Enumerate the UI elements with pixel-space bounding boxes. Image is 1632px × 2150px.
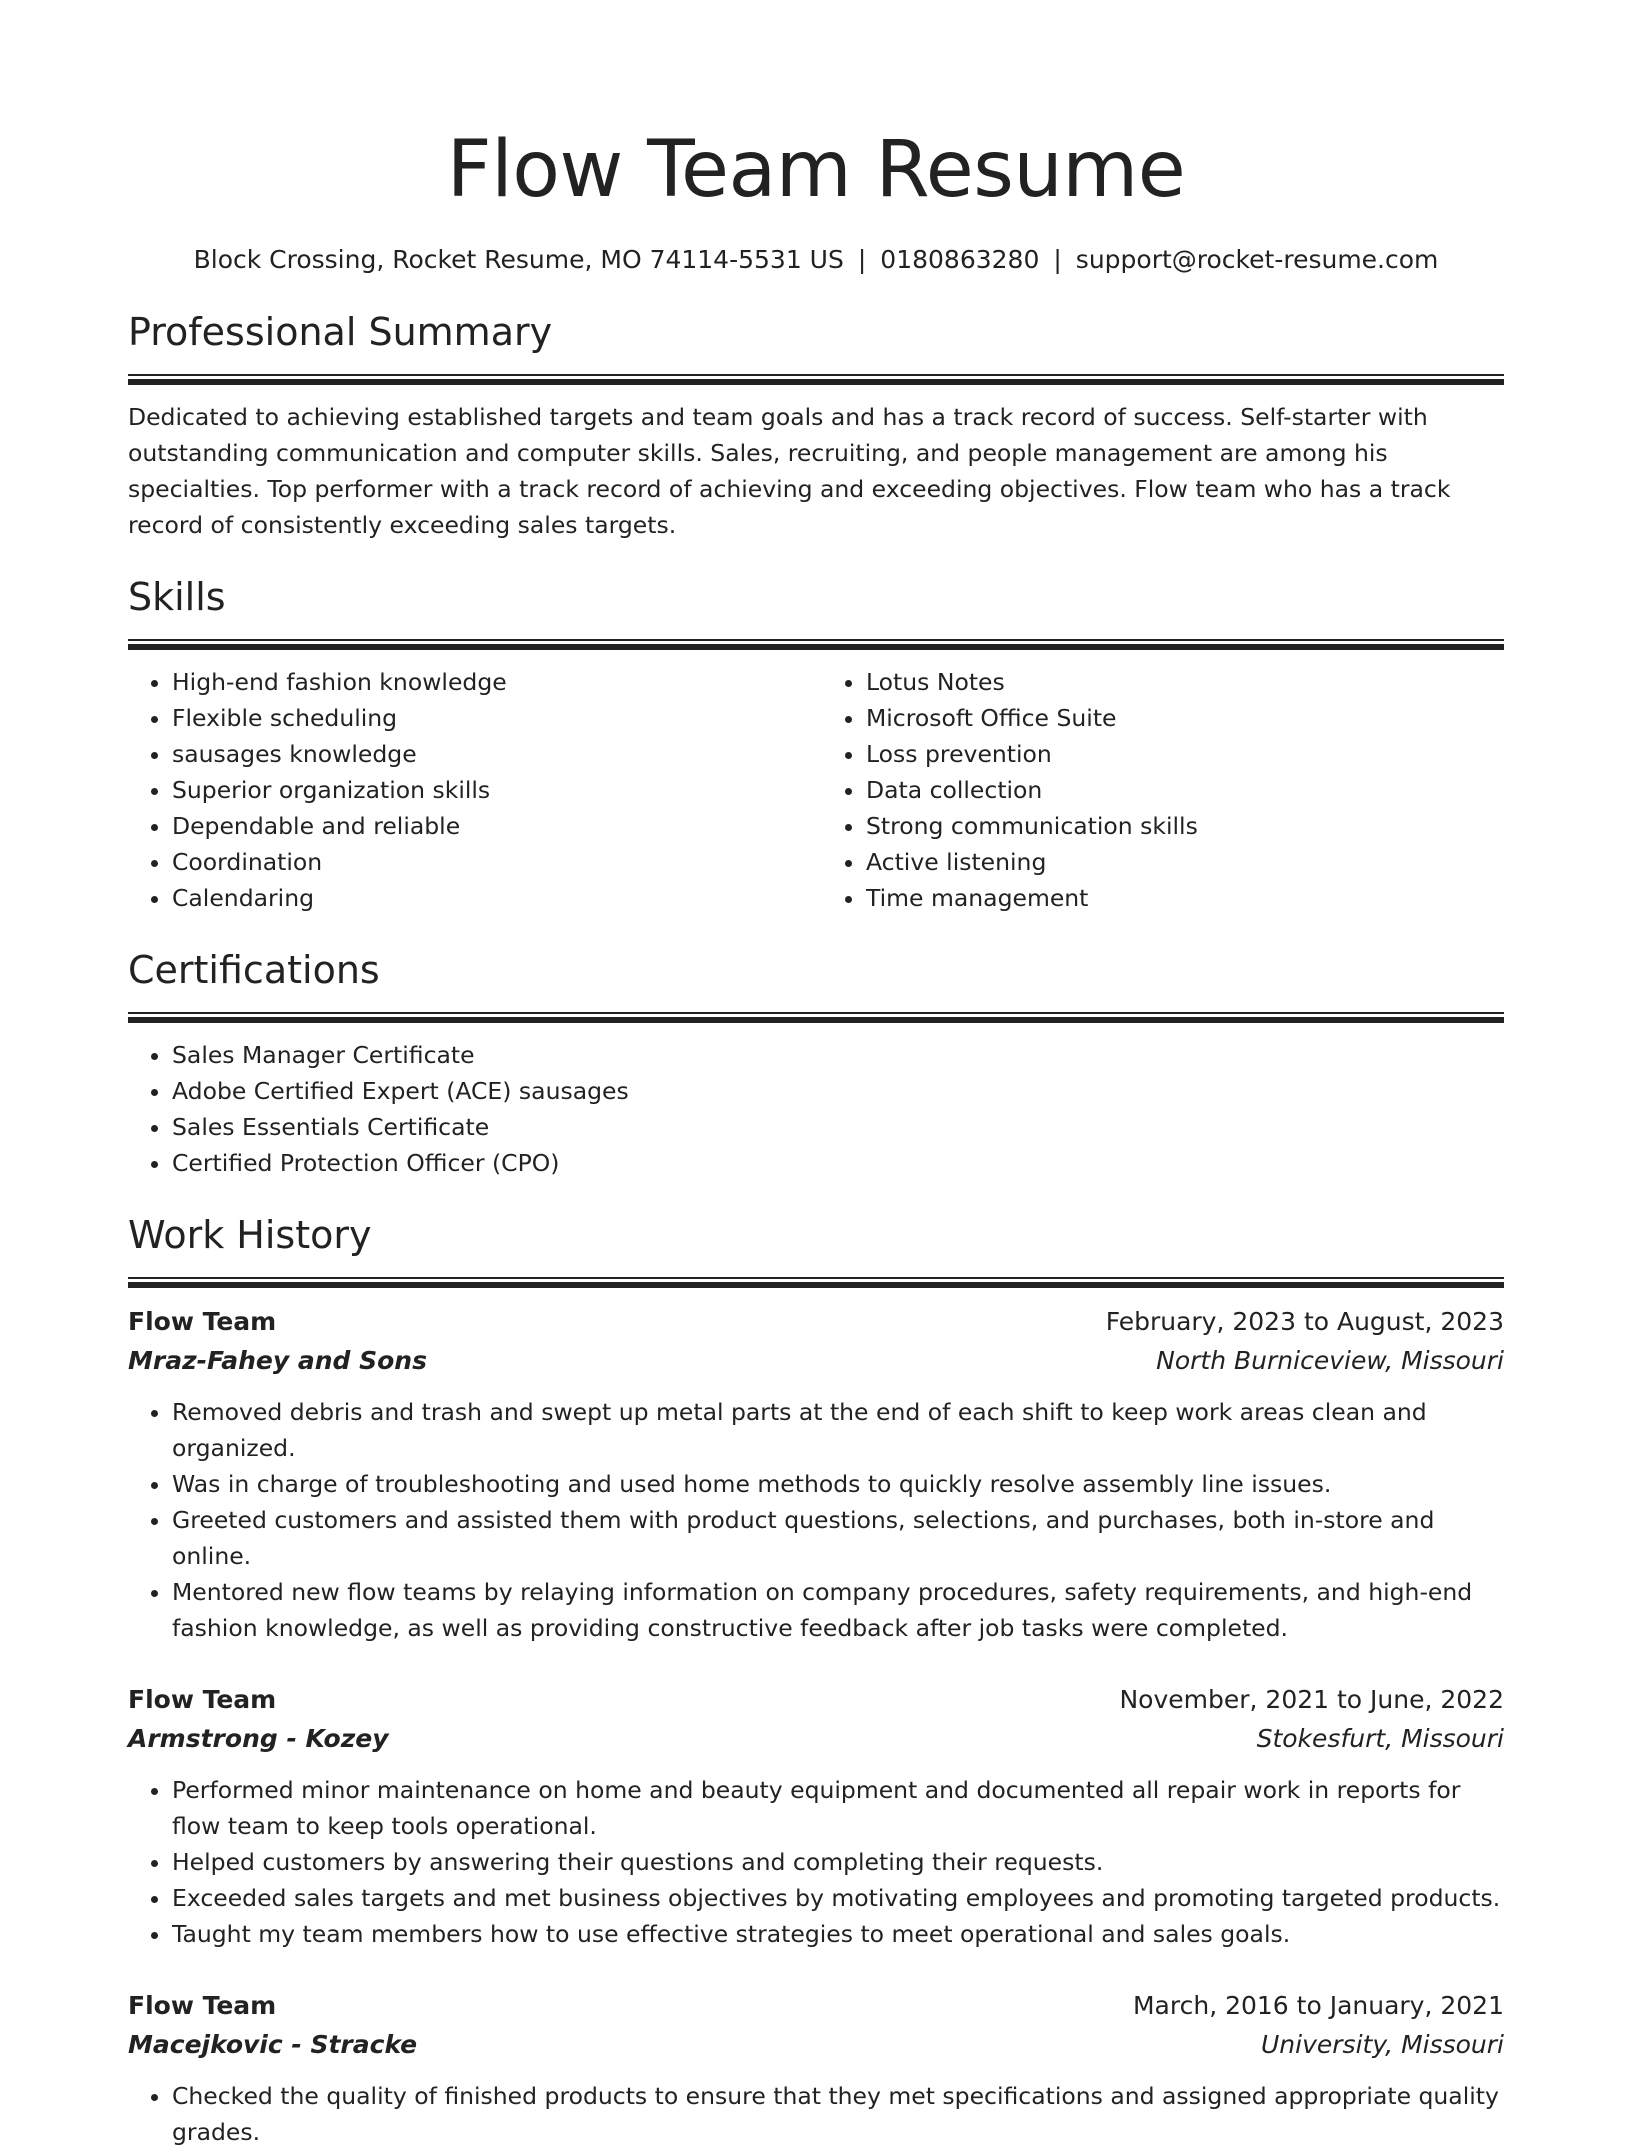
skill-item: • Strong communication skills: [866, 808, 1504, 844]
job-dates: November, 2021 to June, 2022: [1119, 1685, 1504, 1714]
section-divider: [128, 1277, 1504, 1288]
skills-list-right: [816, 664, 1504, 916]
job-dates: March, 2016 to January, 2021: [1132, 1991, 1504, 2020]
job-entry: [128, 1986, 1504, 2150]
certifications-list: [128, 1037, 1504, 1181]
job-duty: • Removed debris and trash and swept up metal parts at the end of each shift to keep work areas clean and organized.: [172, 1394, 1504, 1466]
job-entry: [128, 1302, 1504, 1646]
job-location: Stokesfurt, Missouri: [1256, 1724, 1504, 1753]
skills-list-left: [128, 664, 816, 916]
resume-name: Flow Team Resume: [446, 125, 1186, 215]
section-divider: [128, 374, 1504, 385]
section-divider: [128, 1012, 1504, 1023]
skill-item: • Loss prevention: [866, 736, 1504, 772]
job-company: Mraz-Fahey and Sons: [128, 1346, 427, 1375]
job-duties-list: [128, 1772, 1504, 1952]
job-header-row: [128, 1986, 1504, 2025]
contact-email: support@rocket-resume.com: [1075, 245, 1439, 274]
skill-item: • Time management: [866, 880, 1504, 916]
contact-address: Block Crossing, Rocket Resume, MO 74114-5531 US: [193, 245, 844, 274]
job-duty: • Checked the quality of finished products to ensure that they met specifications and assigned appropriate quality grades.: [172, 2078, 1504, 2150]
job-duties-list: [128, 1394, 1504, 1646]
section-divider: [128, 639, 1504, 650]
job-company-row: [128, 1719, 1504, 1758]
contact-separator: |: [1053, 245, 1062, 274]
job-duty: • Taught my team members how to use effective strategies to meet operational and sales goals.: [172, 1916, 1504, 1952]
job-title: Flow Team: [128, 1307, 277, 1336]
job-duty: • Helped customers by answering their questions and completing their requests.: [172, 1844, 1504, 1880]
job-title: Flow Team: [128, 1685, 277, 1714]
skill-item: • Lotus Notes: [866, 664, 1504, 700]
job-duty: • Mentored new flow teams by relaying information on company procedures, safety requirements, and high-end fashion knowledge, as well as providing constructive feedback after job tasks were completed.: [172, 1574, 1504, 1646]
skill-item: • High-end fashion knowledge: [172, 664, 816, 700]
certification-item: • Certified Protection Officer (CPO): [172, 1145, 1504, 1181]
job-duty: • Was in charge of troubleshooting and used home methods to quickly resolve assembly line issues.: [172, 1466, 1504, 1502]
job-duties-list: [128, 2078, 1504, 2150]
section-title-skills: Skills: [128, 575, 226, 619]
job-company-row: [128, 2025, 1504, 2064]
job-duty: • Greeted customers and assisted them with product questions, selections, and purchases, both in-store and online.: [172, 1502, 1504, 1574]
summary-text: Dedicated to achieving established targets and team goals and has a track record of success. Self-starter with outstanding communication and computer skills. Sales, recruiting, and people management are among his specialties. Top performer with a track record of achieving and exceeding objectives. Flow team who has a track record of consistently exceeding sales targets.: [128, 403, 1451, 539]
skills-section: [128, 573, 1504, 916]
contact-line: [128, 242, 1504, 278]
job-duty: • Performed minor maintenance on home and beauty equipment and documented all repair work in reports for flow team to keep tools operational.: [172, 1772, 1504, 1844]
skills-grid: [128, 650, 1504, 916]
job-company: Armstrong - Kozey: [128, 1724, 389, 1753]
work-history-section: [128, 1211, 1504, 2150]
contact-phone: 0180863280: [880, 245, 1040, 274]
skill-item: • Dependable and reliable: [172, 808, 816, 844]
skill-item: • Active listening: [866, 844, 1504, 880]
job-title: Flow Team: [128, 1991, 277, 2020]
section-title-certifications: Certifications: [128, 948, 380, 992]
skill-item: • sausages knowledge: [172, 736, 816, 772]
skill-item: • Superior organization skills: [172, 772, 816, 808]
skill-item: • Calendaring: [172, 880, 816, 916]
summary-section: [128, 308, 1504, 543]
contact-separator: |: [857, 245, 867, 274]
skill-item: • Flexible scheduling: [172, 700, 816, 736]
job-duty: • Exceeded sales targets and met business objectives by motivating employees and promoting targeted products.: [172, 1880, 1504, 1916]
job-company: Macejkovic - Stracke: [128, 2030, 418, 2059]
skill-item: • Coordination: [172, 844, 816, 880]
job-header-row: [128, 1302, 1504, 1341]
section-title-summary: Professional Summary: [128, 310, 553, 354]
job-company-row: [128, 1341, 1504, 1380]
certification-item: • Sales Essentials Certificate: [172, 1109, 1504, 1145]
certification-item: • Sales Manager Certificate: [172, 1037, 1504, 1073]
job-entry: [128, 1680, 1504, 1952]
section-title-work-history: Work History: [128, 1213, 372, 1257]
job-header-row: [128, 1680, 1504, 1719]
certifications-section: [128, 946, 1504, 1181]
certification-item: • Adobe Certified Expert (ACE) sausages: [172, 1073, 1504, 1109]
job-location: North Burniceview, Missouri: [1156, 1346, 1504, 1375]
job-dates: February, 2023 to August, 2023: [1105, 1307, 1504, 1336]
skill-item: • Microsoft Office Suite: [866, 700, 1504, 736]
job-location: University, Missouri: [1261, 2030, 1504, 2059]
skill-item: • Data collection: [866, 772, 1504, 808]
